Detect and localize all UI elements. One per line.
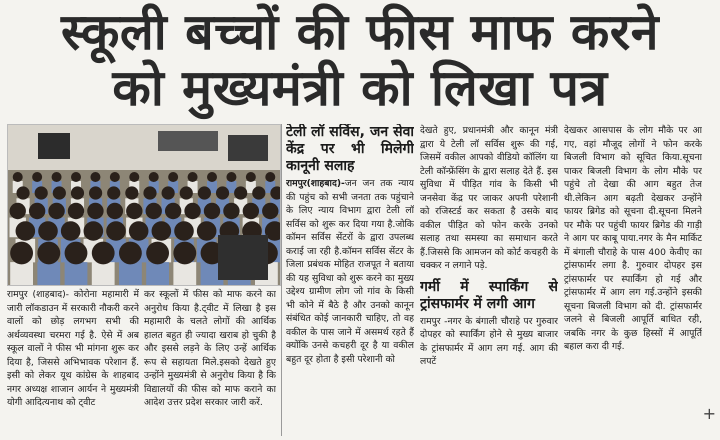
news-photo-students xyxy=(7,124,281,286)
article3-heading: गर्मी में स्पार्किंग से ट्रांसफार्मर में लगी आग xyxy=(420,278,558,312)
article3-column-b xyxy=(564,124,702,438)
students-photo-illustration xyxy=(8,125,280,285)
headline xyxy=(0,0,720,120)
headline-line-2: को मुख्यमंत्री को लिखा पत्र xyxy=(112,59,608,117)
article2-heading: टेली लॉ सर्विस, जन सेवा केंद्र पर भी मिलेगी कानूनी सलाह xyxy=(286,124,414,174)
headline-line-1: स्कूली बच्चों की फीस माफ करने xyxy=(61,3,659,61)
column-divider xyxy=(281,124,282,436)
article2-body-a: जन जन तक न्याय की पहुंच को सभी जनता तक पहुंचाने के लिए न्याय विभाग द्वारा टेली लॉ सर्विस को शुरू कर दिया गया है.जोकि कॉमन सर्विस सेंटरों के द्वारा उपलब्ध कराई जा रही है.कॉमन सर्विस सेंटर के जिला प्रबंधक मोहित राजपूत ने बताया की यह सुविधा को शुरू करने का मुख्य उद्देश्य ग्रामीण लोग जो गांव के किसी भी कोने में बैठे है और उनको कानून संबंधित कोई जानकारी चाहिए, तो वह वकील के पास जाने में असमर्थ रहते हैं क्योंकि उनसे कचहरी दूर है या वकील बहुत दूर होता है इसी परेशानी को xyxy=(286,178,414,365)
article1-column-b: कर स्कूलों में फीस को माफ करने का अनुरोध किया है.ट्वीट में लिखा है इस महामारी के चलते लोगों की आर्थिक हालत बहुत ही ज्यादा खराब हो चुकी है और इससे लड़ने के लिए उन्हें आर्थिक रूप से सहायता मिले.इसको देखते हुए उन्होंने मुख्यमंत्री से अनुरोध किया है कि विद्यालयों की फीस को माफ कराने का आदेश उत्तर प्रदेश सरकार जारी करें. xyxy=(144,289,276,408)
add-icon[interactable]: + xyxy=(702,404,716,423)
article2-column-b xyxy=(420,124,558,438)
article2-body-b: देखते हुए, प्रधानमंत्री और कानून मंत्री द्वारा ये टेली लॉ सर्विस शुरू की गई, जिसमें वकील आपको वीडियो कॉलिंग या टेली कॉन्फ्रेंसिंग के द्वारा सलाह देते हैं. इस सुविधा में पीड़ित गांव के किसी भी जनसेवा केंद्र पर जाकर अपनी परेशानी को रजिस्टर्ड कर सकता है उसके बाद वकील पीड़ित को फोन करके उनको सलाह तथा समस्या का समाधान करते हैं.जिससे कि आमजन को कोर्ट कचहरी के चक्कर न लगाने पड़े. xyxy=(420,125,558,271)
article2-column-a xyxy=(286,124,414,438)
article1-column-a: रामपुर (शाहबाद)- कोरोना महामारी में जारी लॉकडाउन में सरकारी नौकरी करने वालों को छोड़ लगभग सभी की अर्थव्यवस्था चरमरा गई है. ऐसे में अब स्कूल वालों ने फीस भी मांगना शुरू कर दिया है, जिससे अभिभावक परेशान हैं. इसी को लेकर यूथ कांग्रेस के शाहबाद नगर अध्यक्ष शाजान आर्यन ने मुख्यमंत्री योगी आदित्यनाथ को ट्वीट xyxy=(7,289,139,408)
article2-dateline: रामपुर(शाहबाद)- xyxy=(286,178,345,189)
article3-body-a: रामपुर -नगर के बंगाली चौराहे पर गुरुवार दोपहर को स्पार्किंग होने से मुख्य बाजार के ट्रांसफार्मर में आग लग गई. आग की लपटें xyxy=(420,315,558,367)
article3-body-b: देखकर आसपास के लोग मौके पर आ गए, वहां मौजूद लोगों ने फोन करके बिजली विभाग को सूचित किया.सूचना पाकर बिजली विभाग के लोग मौके पर पहुंचे तो देखा की आग बहुत तेज थी.लेकिन आग बढ़ती देखकर उन्होंने फायर ब्रिगेड को सूचना दी.सूचना मिलने पर मौके पर पहुंची फायर ब्रिगेड की गाड़ी ने आग पर काबू पाया.नगर के मैन मार्किट में बंगाली चौराहे के पास 400 केवीए का ट्रांसफार्मर लगा है. गुरुवार दोपहर इस ट्रांसफार्मर पर स्पार्किंग हो गई और ट्रांसफार्मर में आग लग गई.उन्होंने इसकी सूचना बिजली विभाग को दी. ट्रांसफार्मर जलने से बिजली आपूर्ति बाधित रही, जबकि नगर के कुछ हिस्सों में आपूर्ति बहाल करा दी गई. xyxy=(564,125,702,352)
